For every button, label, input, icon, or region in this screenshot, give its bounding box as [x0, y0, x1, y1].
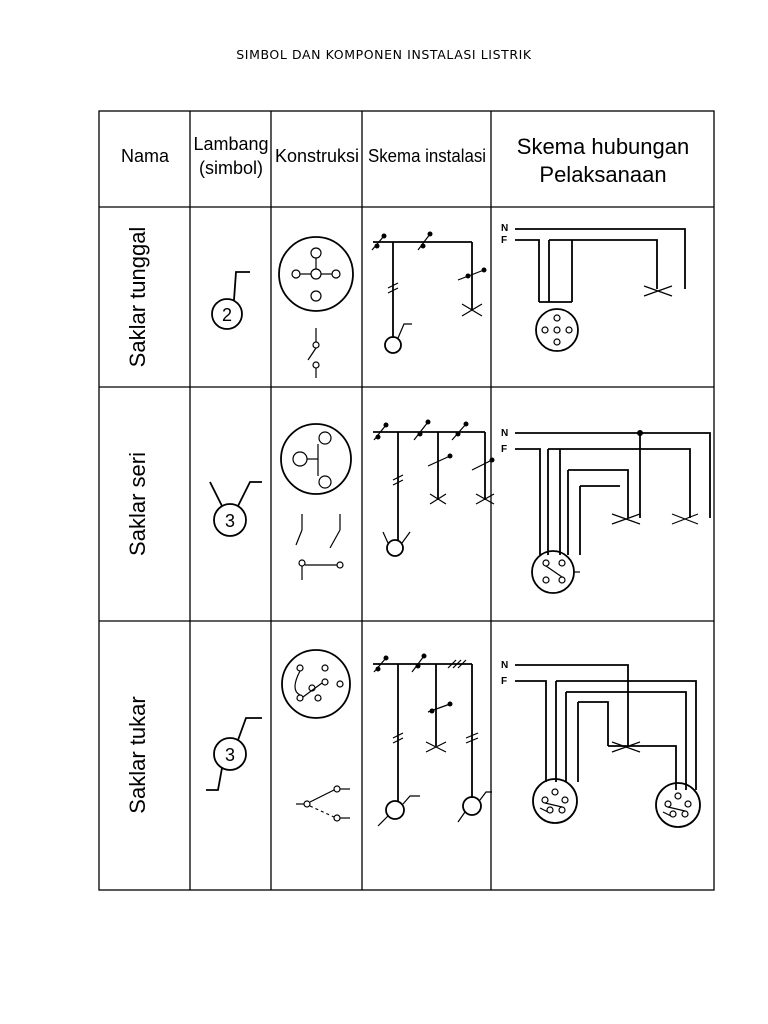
label-f: F — [501, 676, 508, 687]
symbol-saklar-seri — [210, 482, 262, 536]
symbol-saklar-tukar — [206, 718, 262, 790]
construction-saklar-tukar — [282, 650, 350, 821]
header-skema-hubungan-line1: Skema hubungan — [516, 134, 690, 159]
wiring-saklar-tukar — [501, 660, 700, 827]
header-skema-instalasi: Skema instalasi — [368, 146, 486, 166]
schema-saklar-tunggal — [372, 232, 487, 354]
label-f: F — [501, 444, 508, 455]
header-konstruksi: Konstruksi — [275, 146, 359, 166]
construction-saklar-seri — [281, 424, 351, 580]
wiring-saklar-tunggal — [501, 223, 685, 351]
row-name-saklar-seri: Saklar seri — [125, 452, 150, 556]
symbol-number: 3 — [224, 511, 236, 531]
symbol-number: 3 — [224, 745, 236, 765]
header-skema-hubungan-line2: Pelaksanaan — [539, 162, 667, 187]
construction-saklar-tunggal — [279, 237, 353, 378]
header-lambang-line2: (simbol) — [198, 158, 264, 178]
header-lambang-line1: Lambang — [193, 134, 269, 154]
label-f: F — [501, 235, 508, 246]
header-nama: Nama — [120, 146, 170, 166]
schema-saklar-seri — [373, 420, 495, 557]
label-n: N — [501, 428, 509, 439]
label-n: N — [501, 223, 509, 234]
row-name-saklar-tukar: Saklar tukar — [125, 696, 150, 814]
table-grid — [99, 111, 714, 890]
symbol-saklar-tunggal — [212, 272, 250, 329]
wiring-saklar-seri — [501, 428, 710, 593]
label-n: N — [501, 660, 509, 671]
schema-saklar-tukar — [373, 654, 492, 827]
symbol-number: 2 — [221, 305, 233, 325]
row-name-saklar-tunggal: Saklar tunggal — [125, 226, 150, 368]
document-title: SIMBOL DAN KOMPONEN INSTALASI LISTRIK — [236, 47, 532, 62]
